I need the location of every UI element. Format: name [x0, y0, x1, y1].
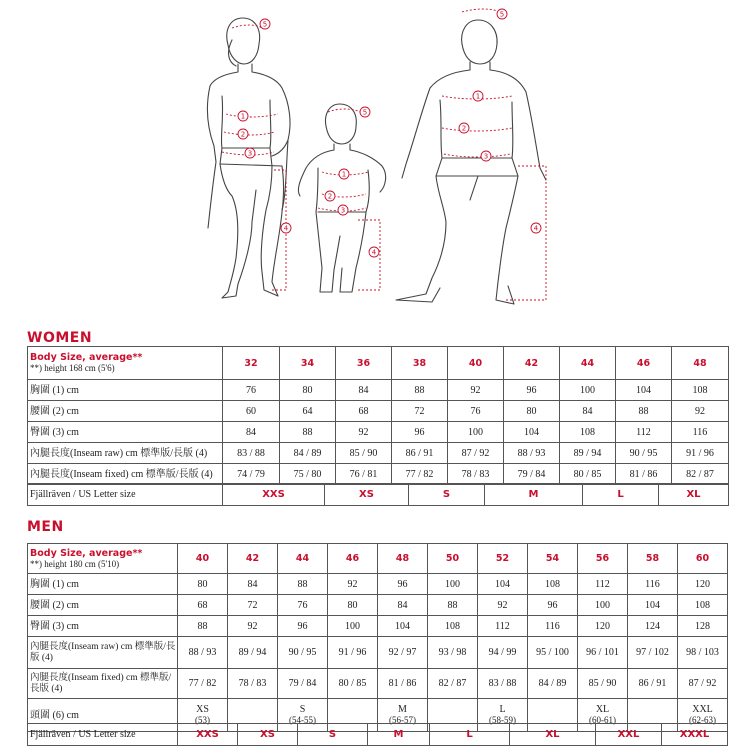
- women-measure-value: 100: [448, 422, 504, 443]
- men-size-table: [27, 543, 728, 732]
- head-size: XXL: [692, 704, 713, 715]
- men-measure-value: 100: [578, 595, 628, 616]
- men-measure-value: 80 / 85: [328, 669, 378, 699]
- svg-text:3: 3: [247, 149, 253, 158]
- women-measure-value: 88: [392, 380, 448, 401]
- men-measure-value: 78 / 83: [228, 669, 278, 699]
- men-measure-label: 內腿長度(Inseam raw) cm 標準版/長版 (4): [28, 637, 178, 669]
- men-measure-value: 120: [678, 574, 728, 595]
- men-size-header: 56: [578, 544, 628, 574]
- marker-3-icon: [245, 148, 255, 158]
- women-header-cell: [28, 347, 223, 380]
- men-size-header: 44: [278, 544, 328, 574]
- men-measure-value: 124: [628, 616, 678, 637]
- women-measure-value: 96: [504, 380, 560, 401]
- men-measure-value: 95 / 100: [528, 637, 578, 669]
- men-measure-value: 96: [378, 574, 428, 595]
- men-letter-size: L: [430, 724, 510, 746]
- women-measure-value: 86 / 91: [392, 443, 448, 464]
- men-measure-value: 96: [278, 616, 328, 637]
- women-measure-value: 84: [560, 401, 616, 422]
- women-measure-value: 82 / 87: [672, 464, 729, 485]
- men-measure-value: 93 / 98: [428, 637, 478, 669]
- men-size-header: 54: [528, 544, 578, 574]
- svg-text:1: 1: [240, 112, 246, 121]
- men-measure-label: 胸圍 (1) cm: [28, 574, 178, 595]
- women-measure-value: 77 / 82: [392, 464, 448, 485]
- women-measure-value: 64: [280, 401, 336, 422]
- women-measure-row: [28, 380, 729, 401]
- women-letter-size: XXS: [223, 484, 325, 506]
- women-letter-size-row: [28, 484, 729, 506]
- men-measure-value: 112: [578, 574, 628, 595]
- women-measure-value: 76 / 81: [336, 464, 392, 485]
- men-measure-value: 108: [678, 595, 728, 616]
- men-measure-value: 90 / 95: [278, 637, 328, 669]
- men-measure-value: 83 / 88: [478, 669, 528, 699]
- women-letter-size-label: Fjällräven / US Letter size: [28, 484, 223, 506]
- men-measure-value: 108: [428, 616, 478, 637]
- women-measure-value: 89 / 94: [560, 443, 616, 464]
- women-measure-value: 79 / 84: [504, 464, 560, 485]
- women-measure-value: 104: [504, 422, 560, 443]
- marker-5-icon: [260, 19, 270, 29]
- men-size-header: 50: [428, 544, 478, 574]
- men-letter-size: S: [298, 724, 368, 746]
- men-measure-label: 臀圍 (3) cm: [28, 616, 178, 637]
- man-figure: [396, 20, 546, 304]
- men-measure-value: 104: [378, 616, 428, 637]
- women-size-header: 46: [616, 347, 672, 380]
- men-measure-row: [28, 574, 728, 595]
- women-measure-value: 60: [223, 401, 280, 422]
- men-measure-value: 88 / 93: [178, 637, 228, 669]
- men-measure-value: 79 / 84: [278, 669, 328, 699]
- men-measure-value: 84: [378, 595, 428, 616]
- women-section-title: WOMEN: [27, 330, 93, 346]
- women-size-table: [27, 346, 729, 485]
- men-measure-row: [28, 637, 728, 669]
- women-measure-value: 96: [392, 422, 448, 443]
- men-measure-row: [28, 616, 728, 637]
- svg-text:4: 4: [283, 224, 289, 233]
- women-measure-value: 88 / 93: [504, 443, 560, 464]
- women-measure-label: 內腿長度(Inseam fixed) cm 標準版/長版 (4): [28, 464, 223, 485]
- women-measure-value: 81 / 86: [616, 464, 672, 485]
- women-measure-row: [28, 422, 729, 443]
- women-size-header: 38: [392, 347, 448, 380]
- women-header-row: [28, 347, 729, 380]
- men-measure-value: 120: [578, 616, 628, 637]
- men-measure-value: 89 / 94: [228, 637, 278, 669]
- svg-text:5: 5: [362, 108, 368, 117]
- svg-text:2: 2: [327, 192, 333, 201]
- men-measure-value: 92: [328, 574, 378, 595]
- men-measure-value: 97 / 102: [628, 637, 678, 669]
- women-measure-value: 84: [223, 422, 280, 443]
- women-measure-value: 92: [336, 422, 392, 443]
- men-measure-value: 104: [628, 595, 678, 616]
- head-range: (54-55): [289, 715, 316, 725]
- head-range: (60-61): [589, 715, 616, 725]
- women-measure-value: 116: [672, 422, 729, 443]
- women-measure-value: 74 / 79: [223, 464, 280, 485]
- women-measure-value: 91 / 96: [672, 443, 729, 464]
- women-size-header: 32: [223, 347, 280, 380]
- men-head-label: 頭圍 (6) cm: [28, 699, 178, 732]
- men-letter-size-row: [28, 724, 728, 746]
- women-measure-value: 80 / 85: [560, 464, 616, 485]
- men-measure-value: 96 / 101: [578, 637, 628, 669]
- women-measure-value: 68: [336, 401, 392, 422]
- women-measure-value: 92: [672, 401, 729, 422]
- men-header-label: Body Size, average**: [30, 547, 143, 559]
- svg-text:3: 3: [340, 206, 346, 215]
- women-letter-size: XL: [659, 484, 729, 506]
- men-measure-row: [28, 669, 728, 699]
- child-figure: [298, 104, 385, 292]
- women-measure-row: [28, 464, 729, 485]
- men-size-header: 42: [228, 544, 278, 574]
- women-measure-value: 80: [280, 380, 336, 401]
- men-measure-value: 84 / 89: [528, 669, 578, 699]
- men-height-note: **) height 180 cm (5'10): [30, 558, 120, 569]
- men-size-header: 58: [628, 544, 678, 574]
- men-measure-value: 96: [528, 595, 578, 616]
- women-measure-value: 84 / 89: [280, 443, 336, 464]
- women-height-note: **) height 168 cm (5'6): [30, 363, 115, 373]
- svg-text:2: 2: [461, 124, 467, 133]
- svg-text:3: 3: [483, 152, 489, 161]
- marker-4-icon: [531, 223, 541, 233]
- svg-text:4: 4: [533, 224, 539, 233]
- men-section-title: MEN: [27, 519, 64, 535]
- men-size-header: 48: [378, 544, 428, 574]
- men-measure-value: 98 / 103: [678, 637, 728, 669]
- men-measure-value: 112: [478, 616, 528, 637]
- head-range: (53): [195, 715, 210, 725]
- women-measure-value: 100: [560, 380, 616, 401]
- men-size-header: 52: [478, 544, 528, 574]
- men-header-cell: [28, 544, 178, 574]
- men-measure-value: 116: [528, 616, 578, 637]
- body-measurement-illustration: [0, 0, 755, 320]
- marker-4-icon: [369, 247, 379, 257]
- men-measure-value: 81 / 86: [378, 669, 428, 699]
- women-letter-size: XS: [325, 484, 409, 506]
- marker-1-icon: [238, 111, 248, 121]
- men-measure-value: 86 / 91: [628, 669, 678, 699]
- women-size-header: 42: [504, 347, 560, 380]
- svg-text:1: 1: [341, 170, 347, 179]
- women-measure-value: 92: [448, 380, 504, 401]
- head-range: (56-57): [389, 715, 416, 725]
- women-measure-label: 腰圍 (2) cm: [28, 401, 223, 422]
- marker-1-icon: [339, 169, 349, 179]
- svg-text:5: 5: [262, 20, 268, 29]
- women-measure-value: 90 / 95: [616, 443, 672, 464]
- women-measure-label: 胸圍 (1) cm: [28, 380, 223, 401]
- women-measure-label: 臀圍 (3) cm: [28, 422, 223, 443]
- women-measure-row: [28, 401, 729, 422]
- women-measure-value: 80: [504, 401, 560, 422]
- men-measure-value: 128: [678, 616, 728, 637]
- men-size-header: 40: [178, 544, 228, 574]
- women-measure-value: 104: [616, 380, 672, 401]
- men-letter-size: XXL: [596, 724, 662, 746]
- men-letter-size: M: [368, 724, 430, 746]
- men-measure-value: 77 / 82: [178, 669, 228, 699]
- women-measure-value: 108: [672, 380, 729, 401]
- men-letter-size: XXS: [178, 724, 238, 746]
- men-size-header: 46: [328, 544, 378, 574]
- head-size: L: [499, 704, 506, 715]
- men-measure-value: 108: [528, 574, 578, 595]
- men-measure-value: 88: [178, 616, 228, 637]
- head-range: (58-59): [489, 715, 516, 725]
- head-size: M: [398, 704, 407, 715]
- men-measure-value: 100: [428, 574, 478, 595]
- marker-4-icon: [281, 223, 291, 233]
- marker-2-icon: [459, 123, 469, 133]
- women-measure-value: 85 / 90: [336, 443, 392, 464]
- women-measure-value: 76: [223, 380, 280, 401]
- women-measure-value: 87 / 92: [448, 443, 504, 464]
- women-measure-value: 76: [448, 401, 504, 422]
- men-measure-value: 116: [628, 574, 678, 595]
- women-size-header: 48: [672, 347, 729, 380]
- women-letter-size-table: [27, 483, 729, 506]
- marker-5-icon: [360, 107, 370, 117]
- men-measure-value: 91 / 96: [328, 637, 378, 669]
- svg-text:5: 5: [499, 10, 505, 19]
- marker-3-icon: [481, 151, 491, 161]
- men-measure-value: 80: [178, 574, 228, 595]
- men-size-header: 60: [678, 544, 728, 574]
- women-measure-value: 84: [336, 380, 392, 401]
- men-measure-value: 76: [278, 595, 328, 616]
- women-measure-value: 75 / 80: [280, 464, 336, 485]
- men-letter-size-label: Fjällräven / US Letter size: [28, 724, 178, 746]
- women-measure-value: 72: [392, 401, 448, 422]
- head-size: XS: [196, 704, 209, 715]
- women-letter-size: L: [583, 484, 659, 506]
- women-size-header: 34: [280, 347, 336, 380]
- men-measure-value: 72: [228, 595, 278, 616]
- men-measure-value: 92 / 97: [378, 637, 428, 669]
- women-measure-value: 83 / 88: [223, 443, 280, 464]
- men-measure-value: 104: [478, 574, 528, 595]
- men-measure-value: 82 / 87: [428, 669, 478, 699]
- marker-2-icon: [238, 129, 248, 139]
- men-measure-value: 92: [478, 595, 528, 616]
- svg-text:1: 1: [475, 92, 481, 101]
- men-measure-value: 100: [328, 616, 378, 637]
- svg-text:4: 4: [371, 248, 377, 257]
- women-measure-value: 112: [616, 422, 672, 443]
- marker-5-icon: [497, 9, 507, 19]
- svg-text:2: 2: [240, 130, 246, 139]
- men-measure-value: 80: [328, 595, 378, 616]
- men-measure-row: [28, 595, 728, 616]
- women-measure-label: 內腿長度(Inseam raw) cm 標準版/長版 (4): [28, 443, 223, 464]
- men-measure-value: 68: [178, 595, 228, 616]
- women-letter-size: M: [485, 484, 583, 506]
- men-measure-value: 85 / 90: [578, 669, 628, 699]
- women-size-header: 36: [336, 347, 392, 380]
- men-measure-value: 94 / 99: [478, 637, 528, 669]
- women-measure-row: [28, 443, 729, 464]
- men-letter-size-table: [27, 723, 728, 746]
- men-measure-value: 87 / 92: [678, 669, 728, 699]
- men-measure-value: 88: [278, 574, 328, 595]
- men-header-row: [28, 544, 728, 574]
- men-letter-size: XL: [510, 724, 596, 746]
- marker-3-icon: [338, 205, 348, 215]
- head-size: S: [299, 704, 306, 715]
- women-size-header: 40: [448, 347, 504, 380]
- head-range: (62-63): [689, 715, 716, 725]
- men-measure-value: 84: [228, 574, 278, 595]
- women-size-header: 44: [560, 347, 616, 380]
- men-letter-size: XS: [238, 724, 298, 746]
- men-measure-value: 88: [428, 595, 478, 616]
- marker-2-icon: [325, 191, 335, 201]
- women-measure-value: 108: [560, 422, 616, 443]
- women-measure-value: 78 / 83: [448, 464, 504, 485]
- women-letter-size: S: [409, 484, 485, 506]
- women-header-label: Body Size, average**: [30, 352, 143, 363]
- marker-1-icon: [473, 91, 483, 101]
- men-measure-label: 腰圍 (2) cm: [28, 595, 178, 616]
- head-size: XL: [595, 704, 610, 715]
- men-letter-size: XXXL: [662, 724, 728, 746]
- women-measure-value: 88: [616, 401, 672, 422]
- men-measure-label: 內腿長度(Inseam fixed) cm 標準版/長版 (4): [28, 669, 178, 699]
- men-measure-value: 92: [228, 616, 278, 637]
- women-measure-value: 88: [280, 422, 336, 443]
